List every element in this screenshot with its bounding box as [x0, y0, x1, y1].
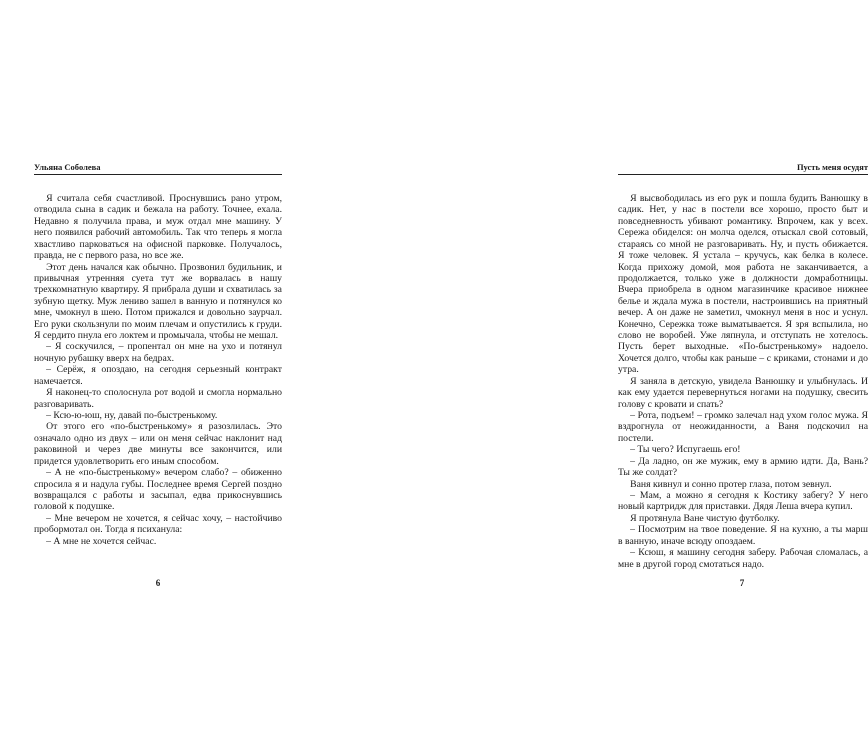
right-page-text: [618, 193, 868, 570]
paragraph: – Рота, подъем! – громко залечал над ухом голос мужа. Я вздрогнула от неожиданности, а Ваня подскочил на постели.: [618, 410, 868, 444]
paragraph: Этот день начался как обычно. Прозвонил будильник, и привычная утренняя суета тут же ворвалась в нашу трехкомнатную квартиру. Я прибрала души и схватилась за зубную щетку. Муж лениво зашел в ванную и потянулся ко мне, чмокнул в шею. Потом прижался и довольно заурчал. Его руки скользнули по моим плечам и опустились к груди. Я сердито пнула его локтем и промычала, чтобы не мешал.: [34, 261, 282, 342]
paragraph: – Посмотрим на твое поведение. Я на кухню, а ты марш в ванную, иначе всюду опоздаем.: [618, 524, 868, 547]
paragraph: – Ксю-ю-юш, ну, давай по-быстренькому.: [46, 410, 218, 422]
paragraph: Я протянула Ване чистую футболку.: [630, 512, 780, 524]
paragraph: От этого его «по-быстренькому» я разозлилась. Это означало одно из двух – или он меня сейчас наклонит над раковиной и через две минуты все закончится, или придется удовлетворить его иным способом.: [34, 421, 282, 467]
right-page: [300, 0, 868, 750]
paragraph: Я высвободилась из его рук и пошла будить Ванюшку в садик. Нет, у нас в постели все хорошо, просто быт и повседневность убивают романтику. Впрочем, как у всех. Сережа обиделся: он молча оделся, отыскал свой сотовый, стараясь со мной не разговаривать. Ну, и пусть обижается. Я тоже человек. Я устала – кручусь, как белка в колесе. Когда прихожу домой, моя работа не заканчивается, а продолжается, только уже в должности домработницы. Вчера приобрела в одном магазинчике красивое нижнее белье и ждала мужа в постели, настроившись на приятный вечер. А он даже не заметил, чмокнул меня в нос и уснул. Конечно, Сережка тоже выматывается. Я зря вспылила, но слово не воробей. Уже ляпнула, и отступать не хотелось. Пусть берет выходные. «По-быстренькому» надоело. Хочется долго, чтобы как раньше – с криками, стонами и до утра.: [618, 193, 868, 376]
page-number-left: 6: [155, 578, 161, 588]
paragraph: – Серёж, я опоздаю, на сегодня серьезный контракт намечается.: [34, 364, 282, 387]
paragraph: – Да ладно, он же мужик, ему в армию идти. Да, Вань? Ты же солдат?: [618, 455, 868, 479]
paragraph: Ваня кивнул и сонно протер глаза, потом зевнул.: [630, 478, 832, 490]
paragraph: Я наконец-то сполоснула рот водой и смогла нормально разговаривать.: [34, 387, 282, 410]
paragraph: – Ты чего? Испугаешь его!: [630, 444, 741, 456]
paragraph: – А мне не хочется сейчас.: [46, 535, 157, 547]
running-head-title: [618, 162, 868, 175]
author-name: Ульяна Соболева: [34, 162, 101, 172]
paragraph: – Мне вечером не хочется, я сейчас хочу, – настойчиво пробормотал он. Тогда я психанула:: [34, 512, 282, 536]
book-title: Пусть меня осудят: [796, 162, 868, 172]
paragraph: – Мам, а можно я сегодня к Костику забегу? У него новый картридж для приставки. Дядя Леша вчера купил.: [618, 489, 868, 513]
paragraph: – А не «по-быстренькому» вечером слабо? – обиженно спросила я и надула губы. Последнее время Сергей поздно возвращался с работы и засыпал, едва прикоснувшись головой к подушке.: [34, 467, 282, 513]
paragraph: Я считала себя счастливой. Проснувшись рано утром, отводила сына в садик и бежала на работу. Точнее, ехала. Недавно я получила права, и муж отдал мне машину. У него появился рабочий автомобиль. Так что теперь я могла хвастливо парковаться на офисной парковке. Получалось, правда, не с первого раза, но все же.: [34, 193, 282, 262]
paragraph: – Я соскучился, – пропентал он мне на ухо и потянул ночную рубашку вверх на бедрах.: [34, 341, 282, 364]
running-head-author: [34, 162, 282, 175]
left-page: [0, 0, 300, 750]
paragraph: – Ксюш, я машину сегодня заберу. Рабочая сломалась, а мне в другой город смотаться надо.: [618, 547, 868, 570]
paragraph: Я заняла в детскую, увидела Ванюшку и улыбнулась. И как ему удается перевернуться ногами на подушку, свесить голову с кровати и спать?: [618, 375, 868, 410]
left-page-text: [34, 193, 282, 547]
page-number-right: 7: [739, 578, 745, 588]
